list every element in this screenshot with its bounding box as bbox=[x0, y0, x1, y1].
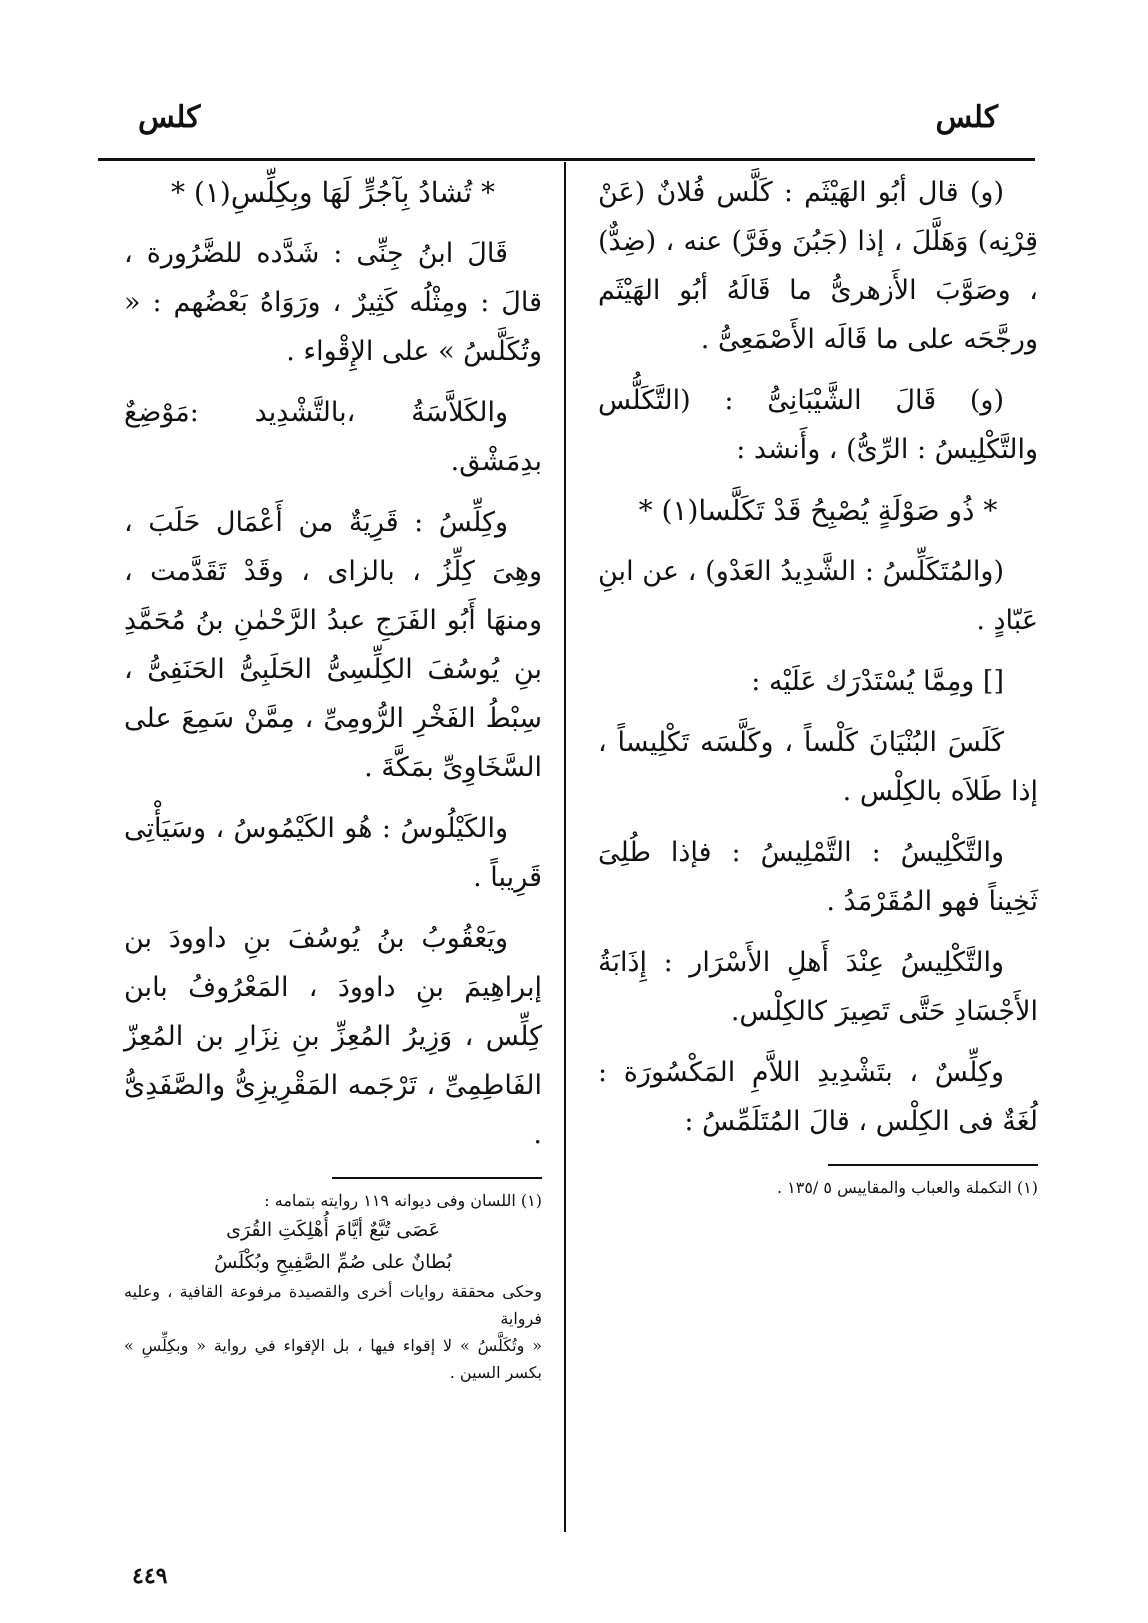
addendum-heading: [] ومِمَّا يُسْتَدْرَك عَلَيْه : bbox=[751, 666, 1004, 697]
entry-paragraph: وكِلِّسُ : قَرِيَةٌ من أَعْمَال حَلَبَ ، وهِىَ كِلِّزُ ، بالزاى ، وقَدْ تَقَدَّمت ، ومنهَا أَبُو الفَرَجِ عبدُ الرَّحْمٰنِ بنُ مُحَمَّدِ بنِ يُوسُفَ الكِلِّسِىُّ الحَلَبِىُّ الحَنَفِىُّ ، سِبْطُ الفَخْرِ الرُّومِىِّ ، مِمَّنْ سَمِعَ على السَّخَاوِىِّ بمَكَّةَ . bbox=[124, 507, 542, 783]
column-divider bbox=[564, 162, 566, 1532]
entry-paragraph: والتَّكْلِيسُ عِنْدَ أَهلِ الأَسْرَار : إِذَابَةُ الأَجْسَادِ حَتَّى تَصِيرَ كالكِلْس. bbox=[598, 947, 1038, 1027]
entry-paragraph: كَلَسَ البُنْيَانَ كَلْساً ، وكَلَّسَه تَكْلِيساً ، إذا طَلاَه بالكِلْس . bbox=[598, 727, 1038, 807]
left-column bbox=[124, 168, 542, 1386]
footnote-verse: عَصَى تُبَّعٌ أيَّامَ أُهْلِكَتِ القُرَى bbox=[226, 1219, 440, 1241]
entry-paragraph: (والمُتَكَلِّسُ : الشَّدِيدُ العَدْو) ، عن ابنِ عَبّادٍ . bbox=[598, 556, 1038, 636]
footnote: (١) التكملة والعباب والمقاييس ٥ /١٣٥ . bbox=[776, 1178, 1038, 1197]
header-rule bbox=[98, 158, 1035, 161]
verse-line: * ذُو صَوْلَةٍ يُصْبِحُ قَدْ تَكَلَّسا(١) * bbox=[638, 494, 998, 527]
footnote-line: وحكى محققة روايات أخرى والقصيدة مرفوعة القافية ، وعليه فرواية bbox=[124, 1282, 542, 1328]
entry-paragraph: ويَعْقُوبُ بنُ يُوسُفَ بنِ داوودَ بن إبراهِيمَ بنِ داوودَ ، المَعْرُوفُ بابن كِلِّس ، وَزِيرُ المُعِزِّ بنِ نِزَارِ بن المُعِزّ الفَاطِمِىِّ ، تَرْجَمه المَقْرِيزِىُّ والصَّفَدِىُّ . bbox=[124, 923, 542, 1150]
footnote-line: « وتُكَلَّسُ » لا إقواء فيها ، بل الإقواء في رواية « وبكِلِّسِ » بكسر السين . bbox=[124, 1336, 542, 1382]
entry-paragraph: (و) قال أبُو الهَيْثَم : كَلَّس فُلانٌ (عَنْ قِرْنِه) وَهَلَّلَ ، إذا (جَبُنَ وفَرَّ) عنه ، (ضِدٌّ) ، وصَوَّبَ الأَزهرىُّ ما قَالَهُ أبُو الهَيْثَم ورجَّحَه على ما قَالَه الأَصْمَعِىُّ . bbox=[598, 177, 1038, 355]
verse-line: * تُشادُ بِآجُرٍّ لَهَا وبِكِلِّسِ(١) * bbox=[171, 176, 495, 209]
right-column bbox=[598, 168, 1038, 1201]
entry-paragraph: والكَلاَّسَةُ ،بالتَّشْدِيد :مَوْضِعٌ بدِمَشْق. bbox=[124, 397, 542, 477]
entry-paragraph: قَالَ ابنُ جِنِّى : شَدَّده للضَّرُورة ، قالَ : ومِثْلُه كَثِيرٌ ، ورَوَاهُ بَعْضُهم : « وتُكَلَّسُ » على الإِقْواء . bbox=[124, 238, 542, 367]
footnote-line: (١) اللسان وفى ديوانه ١١٩ روايته بتمامه : bbox=[264, 1191, 542, 1210]
header-left-word: كلس bbox=[138, 100, 201, 135]
entry-paragraph: وكِلِّسٌ ، بتَشْدِيدِ اللاَّمِ المَكْسُورَة : لُغَةٌ فى الكِلْس ، قالَ المُتَلَمِّسُ : bbox=[598, 1057, 1038, 1137]
footnote-rule bbox=[828, 1164, 1038, 1166]
header-right-word: كلس bbox=[935, 100, 998, 135]
entry-paragraph: (و) قَالَ الشَّيْبَانِىُّ : (التَّكَلُّس والتَّكْلِيسُ : الرِّىُّ) ، وأَنشد : bbox=[598, 385, 1038, 465]
entry-paragraph: والتَّكْلِيسُ : التَّمْلِيسُ : فإذا طُلِىَ ثَخِيناً فهو المُقَرْمَدُ . bbox=[598, 837, 1038, 917]
footnote-verse: بُطانٌ على صُمِّ الصَّفِيحِ وبُكْلَسُ bbox=[214, 1251, 452, 1273]
entry-paragraph: والكَيْلُوسُ : هُو الكَيْمُوسُ ، وسَيَأْتِى قَرِيباً . bbox=[124, 813, 542, 893]
footnote-rule bbox=[332, 1177, 542, 1179]
page-number: ٤٤٩ bbox=[132, 1563, 168, 1589]
